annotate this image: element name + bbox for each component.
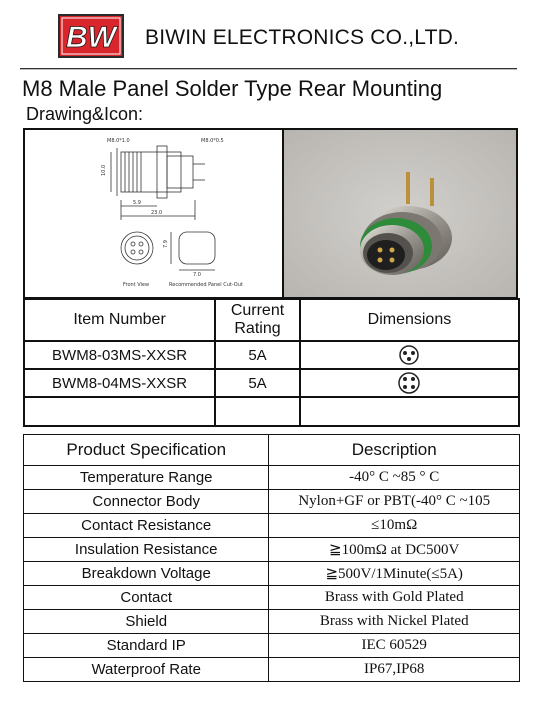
item-number: BWM8-04MS-XXSR: [24, 369, 215, 397]
spec-label: Waterproof Rate: [24, 658, 269, 682]
spec-value: IEC 60529: [269, 634, 520, 658]
spec-label: Contact: [24, 586, 269, 610]
dimension-icon-cell: [300, 369, 519, 397]
drawing-dimension-label: 7.9: [163, 240, 169, 248]
spec-label: Breakdown Voltage: [24, 562, 269, 586]
spec-value: -40° C ~85 ° C: [269, 466, 520, 490]
spec-label: Temperature Range: [24, 466, 269, 490]
header-dimensions: Dimensions: [300, 299, 519, 341]
current-rating: 5A: [215, 341, 300, 369]
table-row: [24, 658, 520, 682]
spec-value: ≤10mΩ: [269, 514, 520, 538]
technical-drawing: [25, 130, 284, 297]
drawing-dimension-label: 7.0: [193, 272, 201, 278]
spec-label: Insulation Resistance: [24, 538, 269, 562]
spec-value: Brass with Nickel Plated: [269, 610, 520, 634]
table-row: [24, 369, 519, 397]
spec-value: ≧100mΩ at DC500V: [269, 538, 520, 562]
table-row: [24, 466, 520, 490]
spec-value: ≧500V/1Minute(≤5A): [269, 562, 520, 586]
spec-table: [23, 434, 520, 682]
header-description: Description: [269, 435, 520, 466]
logo-text: BW: [66, 21, 116, 54]
spec-label: Shield: [24, 610, 269, 634]
4-pin-icon: [398, 371, 420, 395]
drawing-dimension-label: M8.0*1.0: [107, 138, 130, 144]
company-logo: [58, 14, 124, 58]
product-photo: [284, 130, 516, 297]
table-row: [24, 538, 520, 562]
table-row-empty: [24, 397, 519, 426]
header-current-rating: Current Rating: [215, 299, 300, 341]
spec-label: Connector Body: [24, 490, 269, 514]
item-table: [23, 298, 520, 427]
page-title: M8 Male Panel Solder Type Rear Mounting: [22, 76, 443, 101]
spec-label: Contact Resistance: [24, 514, 269, 538]
spec-value: IP67,IP68: [269, 658, 520, 682]
drawing-dimension-label: M8.0*0.5: [201, 138, 224, 144]
drawing-panel: [23, 128, 518, 299]
3-pin-icon: [398, 344, 420, 366]
table-row: [24, 586, 520, 610]
header-item-number: Item Number: [24, 299, 215, 341]
section-subtitle: Drawing&Icon:: [26, 104, 144, 124]
drawing-dimension-label: 5.9: [133, 200, 141, 206]
spec-value: Nylon+GF or PBT(-40° C ~105: [269, 490, 520, 514]
dimension-icon-cell: [300, 341, 519, 369]
table-row: [24, 341, 519, 369]
drawing-dimension-label: Recommended Panel Cut-Out: [169, 282, 243, 288]
table-row: [24, 610, 520, 634]
item-number: BWM8-03MS-XXSR: [24, 341, 215, 369]
spec-value: Brass with Gold Plated: [269, 586, 520, 610]
spec-label: Standard IP: [24, 634, 269, 658]
table-row: [24, 490, 520, 514]
current-rating: 5A: [215, 369, 300, 397]
header-product-specification: Product Specification: [24, 435, 269, 466]
company-name: BIWIN ELECTRONICS CO.,LTD.: [145, 26, 460, 49]
header-divider: [20, 68, 517, 69]
drawing-dimension-label: Front View: [123, 282, 150, 288]
table-row: [24, 634, 520, 658]
drawing-dimension-label: 10.0: [101, 164, 107, 176]
table-row: [24, 562, 520, 586]
drawing-dimension-label: 23.0: [151, 210, 163, 216]
table-row: [24, 514, 520, 538]
